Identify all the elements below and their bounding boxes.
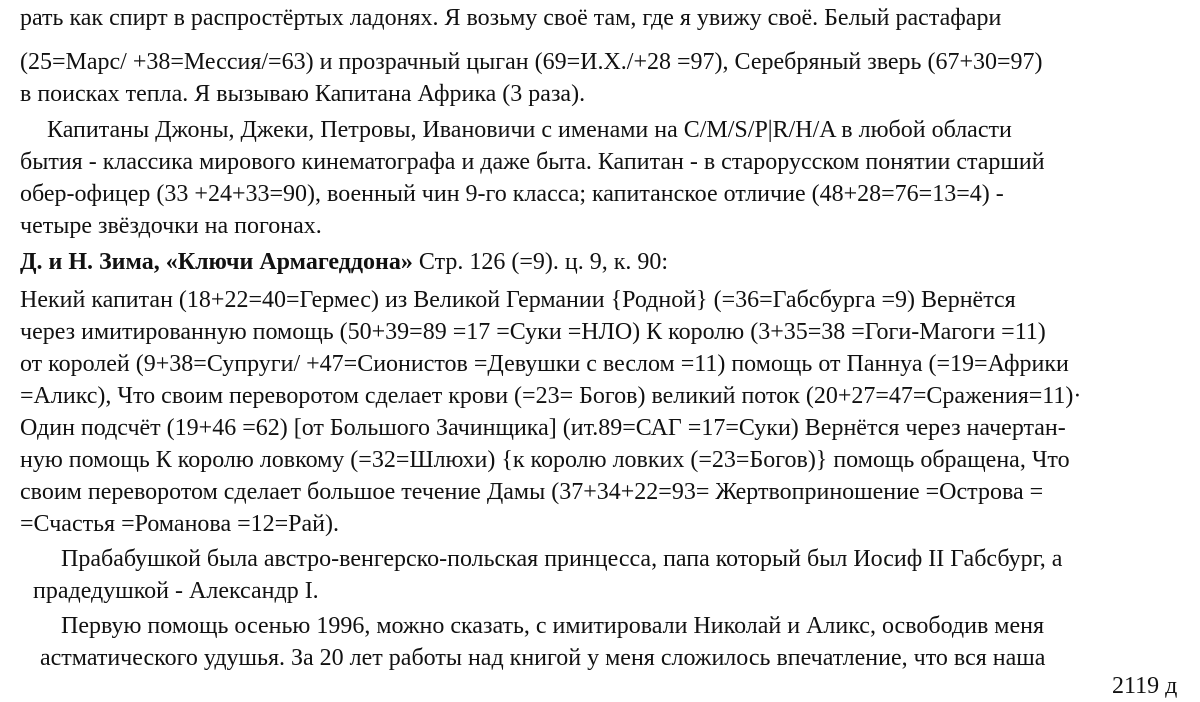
- text-line: от королей (9+38=Супруги/ +47=Сионистов =Девушки с веслом =11) помощь от Паннуа (=19=Африки: [20, 351, 1069, 377]
- text-line: Первую помощь осенью 1996, можно сказать, с имитировали Николай и Аликс, освободив меня: [61, 613, 1044, 639]
- source-heading: [20, 246, 668, 278]
- text-line: ную помощь К королю ловкому (=32=Шлюхи) {к королю ловких (=23=Богов)} помощь обращена, Что: [20, 447, 1070, 473]
- text-line: прадедушкой - Александр I.: [33, 578, 319, 604]
- text-line: Прабабушкой была австро-венгерско-польская принцесса, папа который был Иосиф II Габсбург, а: [61, 546, 1063, 572]
- text-line: =Счастья =Романова =12=Рай).: [20, 511, 339, 537]
- text-line: Капитаны Джоны, Джеки, Петровы, Ивановичи с именами на C/M/S/P|R/H/A в любой области: [47, 117, 1012, 143]
- text-line: четыре звёздочки на погонах.: [20, 213, 322, 239]
- text-line: астматического удушья. За 20 лет работы над книгой у меня сложилось впечатление, что вся наша: [40, 645, 1046, 671]
- text-line: в поисках тепла. Я вызываю Капитана Африка (3 раза).: [20, 81, 586, 107]
- page-number: 2119 д: [1112, 673, 1178, 699]
- text-line: (25=Марс/ +38=Мессия/=63) и прозрачный цыган (69=И.Х./+28 =97), Серебряный зверь (67+30=97): [20, 49, 1043, 75]
- text-line: Некий капитан (18+22=40=Гермес) из Великой Германии {Родной} (=36=Габсбурга =9) Вернётся: [20, 287, 1016, 313]
- source-title: Д. и Н. Зима, «Ключи Армагеддона»: [20, 249, 413, 275]
- text-line: Один подсчёт (19+46 =62) [от Большого Зачинщика] (ит.89=САГ =17=Суки) Вернётся через начертан-: [20, 415, 1066, 441]
- text-line: через имитированную помощь (50+39=89 =17 =Суки =НЛО) К королю (3+35=38 =Гоги-Магоги =11): [20, 319, 1046, 345]
- text-line: =Аликс), Что своим переворотом сделает крови (=23= Богов) великий поток (20+27=47=Сражения=11)·: [20, 383, 1082, 409]
- text-line: бытия - классика мирового кинематографа и даже быта. Капитан - в старорусском понятии старший: [20, 149, 1045, 175]
- text-line: рать как спирт в распростёртых ладонях. Я возьму своё там, где я увижу своё. Белый растафари: [20, 5, 1002, 31]
- text-line: своим переворотом сделает большое течение Дамы (37+34+22=93= Жертвоприношение =Острова =: [20, 479, 1044, 505]
- text-line: обер-офицер (33 +24+33=90), военный чин 9-го класса; капитанское отличие (48+28=76=13=4) -: [20, 181, 1004, 207]
- source-reference: Стр. 126 (=9). ц. 9, к. 90:: [412, 249, 669, 275]
